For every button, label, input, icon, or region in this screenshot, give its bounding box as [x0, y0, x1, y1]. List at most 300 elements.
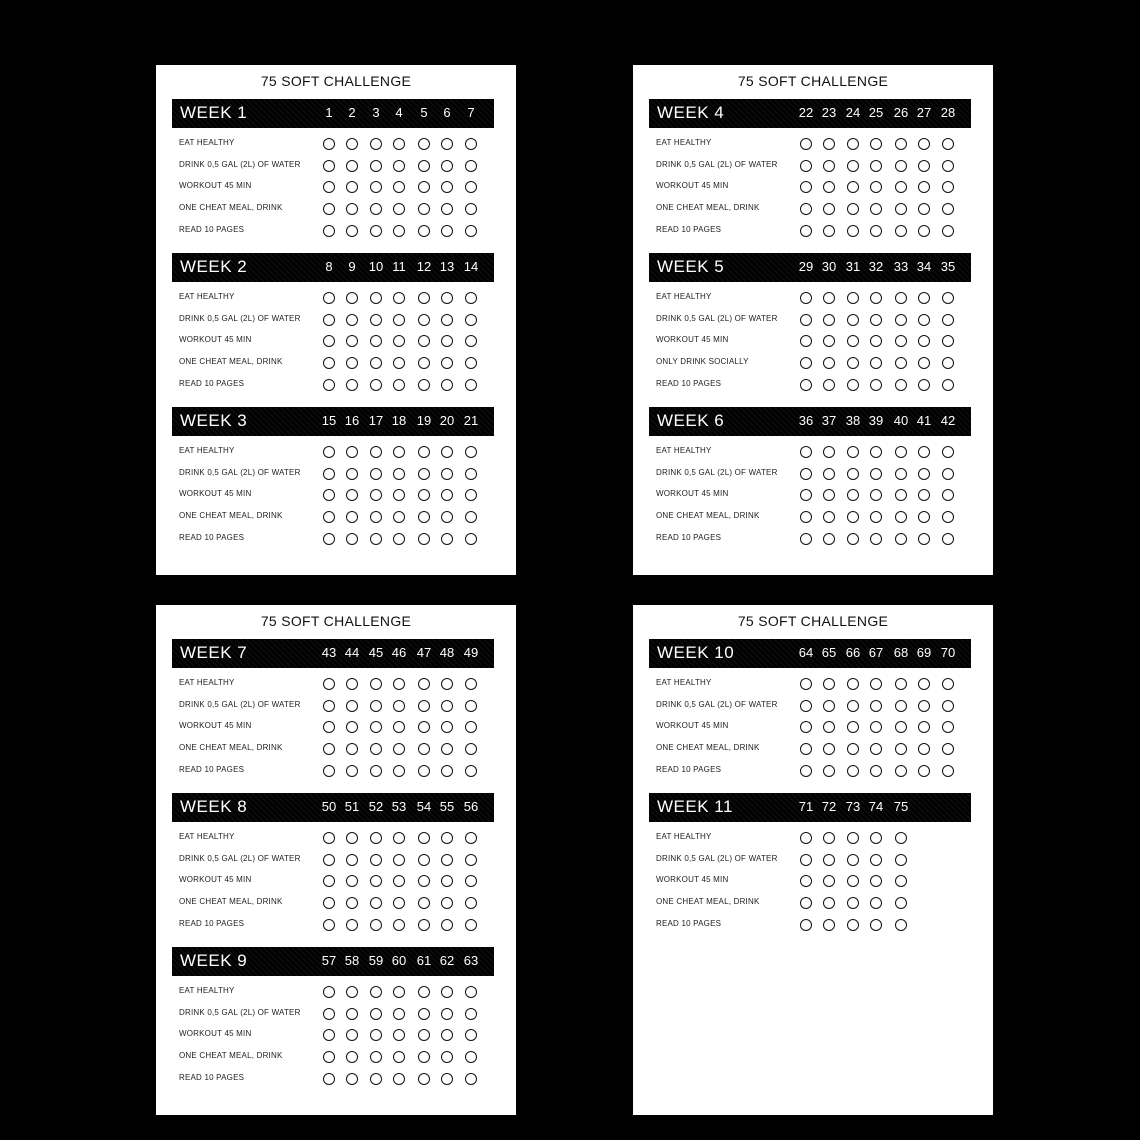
day-checkbox[interactable] — [942, 765, 954, 777]
day-checkbox[interactable] — [895, 854, 907, 866]
day-checkbox[interactable] — [942, 138, 954, 150]
day-checkbox[interactable] — [323, 225, 335, 237]
day-checkbox[interactable] — [370, 875, 382, 887]
day-checkbox[interactable] — [465, 335, 477, 347]
day-checkbox[interactable] — [942, 489, 954, 501]
day-checkbox[interactable] — [800, 832, 812, 844]
day-checkbox[interactable] — [465, 919, 477, 931]
day-checkbox[interactable] — [346, 357, 358, 369]
day-checkbox[interactable] — [800, 721, 812, 733]
day-checkbox[interactable] — [895, 678, 907, 690]
day-checkbox[interactable] — [918, 138, 930, 150]
day-checkbox[interactable] — [847, 181, 859, 193]
day-checkbox[interactable] — [370, 832, 382, 844]
day-checkbox[interactable] — [346, 1029, 358, 1041]
day-checkbox[interactable] — [800, 314, 812, 326]
day-checkbox[interactable] — [895, 446, 907, 458]
day-checkbox[interactable] — [465, 743, 477, 755]
day-checkbox[interactable] — [465, 203, 477, 215]
day-checkbox[interactable] — [418, 489, 430, 501]
day-checkbox[interactable] — [441, 919, 453, 931]
day-checkbox[interactable] — [418, 721, 430, 733]
day-checkbox[interactable] — [942, 533, 954, 545]
day-checkbox[interactable] — [418, 1008, 430, 1020]
day-checkbox[interactable] — [465, 314, 477, 326]
day-checkbox[interactable] — [942, 203, 954, 215]
day-checkbox[interactable] — [800, 700, 812, 712]
day-checkbox[interactable] — [465, 379, 477, 391]
day-checkbox[interactable] — [323, 181, 335, 193]
day-checkbox[interactable] — [323, 897, 335, 909]
day-checkbox[interactable] — [441, 986, 453, 998]
day-checkbox[interactable] — [370, 335, 382, 347]
day-checkbox[interactable] — [418, 700, 430, 712]
day-checkbox[interactable] — [441, 181, 453, 193]
day-checkbox[interactable] — [465, 489, 477, 501]
day-checkbox[interactable] — [323, 335, 335, 347]
day-checkbox[interactable] — [800, 357, 812, 369]
day-checkbox[interactable] — [823, 468, 835, 480]
day-checkbox[interactable] — [847, 875, 859, 887]
day-checkbox[interactable] — [465, 181, 477, 193]
day-checkbox[interactable] — [823, 379, 835, 391]
day-checkbox[interactable] — [346, 511, 358, 523]
day-checkbox[interactable] — [346, 489, 358, 501]
day-checkbox[interactable] — [441, 1073, 453, 1085]
day-checkbox[interactable] — [346, 678, 358, 690]
day-checkbox[interactable] — [800, 743, 812, 755]
day-checkbox[interactable] — [441, 138, 453, 150]
day-checkbox[interactable] — [418, 225, 430, 237]
day-checkbox[interactable] — [370, 357, 382, 369]
day-checkbox[interactable] — [465, 225, 477, 237]
day-checkbox[interactable] — [465, 1008, 477, 1020]
day-checkbox[interactable] — [465, 533, 477, 545]
day-checkbox[interactable] — [847, 919, 859, 931]
day-checkbox[interactable] — [918, 160, 930, 172]
day-checkbox[interactable] — [441, 292, 453, 304]
day-checkbox[interactable] — [847, 468, 859, 480]
day-checkbox[interactable] — [370, 765, 382, 777]
day-checkbox[interactable] — [918, 533, 930, 545]
day-checkbox[interactable] — [895, 225, 907, 237]
day-checkbox[interactable] — [870, 181, 882, 193]
day-checkbox[interactable] — [393, 314, 405, 326]
day-checkbox[interactable] — [847, 203, 859, 215]
day-checkbox[interactable] — [847, 765, 859, 777]
day-checkbox[interactable] — [847, 721, 859, 733]
day-checkbox[interactable] — [800, 379, 812, 391]
day-checkbox[interactable] — [346, 721, 358, 733]
day-checkbox[interactable] — [370, 897, 382, 909]
day-checkbox[interactable] — [942, 511, 954, 523]
day-checkbox[interactable] — [418, 743, 430, 755]
day-checkbox[interactable] — [942, 181, 954, 193]
day-checkbox[interactable] — [918, 203, 930, 215]
day-checkbox[interactable] — [346, 854, 358, 866]
day-checkbox[interactable] — [418, 875, 430, 887]
day-checkbox[interactable] — [895, 379, 907, 391]
day-checkbox[interactable] — [465, 160, 477, 172]
day-checkbox[interactable] — [800, 489, 812, 501]
day-checkbox[interactable] — [346, 335, 358, 347]
day-checkbox[interactable] — [323, 533, 335, 545]
day-checkbox[interactable] — [465, 292, 477, 304]
day-checkbox[interactable] — [942, 160, 954, 172]
day-checkbox[interactable] — [800, 203, 812, 215]
day-checkbox[interactable] — [393, 357, 405, 369]
day-checkbox[interactable] — [418, 1051, 430, 1063]
day-checkbox[interactable] — [800, 468, 812, 480]
day-checkbox[interactable] — [441, 446, 453, 458]
day-checkbox[interactable] — [393, 468, 405, 480]
day-checkbox[interactable] — [346, 832, 358, 844]
day-checkbox[interactable] — [346, 181, 358, 193]
day-checkbox[interactable] — [393, 1008, 405, 1020]
day-checkbox[interactable] — [895, 875, 907, 887]
day-checkbox[interactable] — [441, 379, 453, 391]
day-checkbox[interactable] — [870, 832, 882, 844]
day-checkbox[interactable] — [323, 160, 335, 172]
day-checkbox[interactable] — [418, 203, 430, 215]
day-checkbox[interactable] — [942, 379, 954, 391]
day-checkbox[interactable] — [918, 357, 930, 369]
day-checkbox[interactable] — [370, 181, 382, 193]
day-checkbox[interactable] — [418, 678, 430, 690]
day-checkbox[interactable] — [895, 919, 907, 931]
day-checkbox[interactable] — [346, 875, 358, 887]
day-checkbox[interactable] — [942, 721, 954, 733]
day-checkbox[interactable] — [441, 743, 453, 755]
day-checkbox[interactable] — [918, 446, 930, 458]
day-checkbox[interactable] — [346, 700, 358, 712]
day-checkbox[interactable] — [870, 446, 882, 458]
day-checkbox[interactable] — [942, 225, 954, 237]
day-checkbox[interactable] — [346, 225, 358, 237]
day-checkbox[interactable] — [370, 743, 382, 755]
day-checkbox[interactable] — [847, 314, 859, 326]
day-checkbox[interactable] — [870, 875, 882, 887]
day-checkbox[interactable] — [823, 511, 835, 523]
day-checkbox[interactable] — [441, 468, 453, 480]
day-checkbox[interactable] — [418, 468, 430, 480]
day-checkbox[interactable] — [942, 678, 954, 690]
day-checkbox[interactable] — [918, 743, 930, 755]
day-checkbox[interactable] — [418, 765, 430, 777]
day-checkbox[interactable] — [441, 854, 453, 866]
day-checkbox[interactable] — [346, 446, 358, 458]
day-checkbox[interactable] — [800, 765, 812, 777]
day-checkbox[interactable] — [847, 897, 859, 909]
day-checkbox[interactable] — [800, 446, 812, 458]
day-checkbox[interactable] — [393, 160, 405, 172]
day-checkbox[interactable] — [393, 832, 405, 844]
day-checkbox[interactable] — [323, 468, 335, 480]
day-checkbox[interactable] — [418, 181, 430, 193]
day-checkbox[interactable] — [800, 919, 812, 931]
day-checkbox[interactable] — [942, 335, 954, 347]
day-checkbox[interactable] — [370, 511, 382, 523]
day-checkbox[interactable] — [800, 181, 812, 193]
day-checkbox[interactable] — [323, 1008, 335, 1020]
day-checkbox[interactable] — [823, 875, 835, 887]
day-checkbox[interactable] — [942, 292, 954, 304]
day-checkbox[interactable] — [323, 700, 335, 712]
day-checkbox[interactable] — [465, 986, 477, 998]
day-checkbox[interactable] — [370, 160, 382, 172]
day-checkbox[interactable] — [847, 854, 859, 866]
day-checkbox[interactable] — [465, 468, 477, 480]
day-checkbox[interactable] — [441, 1029, 453, 1041]
day-checkbox[interactable] — [823, 446, 835, 458]
day-checkbox[interactable] — [847, 832, 859, 844]
day-checkbox[interactable] — [465, 721, 477, 733]
day-checkbox[interactable] — [800, 225, 812, 237]
day-checkbox[interactable] — [418, 292, 430, 304]
day-checkbox[interactable] — [323, 489, 335, 501]
day-checkbox[interactable] — [847, 743, 859, 755]
day-checkbox[interactable] — [800, 854, 812, 866]
day-checkbox[interactable] — [465, 1073, 477, 1085]
day-checkbox[interactable] — [823, 489, 835, 501]
day-checkbox[interactable] — [418, 446, 430, 458]
day-checkbox[interactable] — [393, 897, 405, 909]
day-checkbox[interactable] — [393, 700, 405, 712]
day-checkbox[interactable] — [870, 160, 882, 172]
day-checkbox[interactable] — [441, 1008, 453, 1020]
day-checkbox[interactable] — [870, 721, 882, 733]
day-checkbox[interactable] — [895, 160, 907, 172]
day-checkbox[interactable] — [800, 292, 812, 304]
day-checkbox[interactable] — [847, 357, 859, 369]
day-checkbox[interactable] — [441, 533, 453, 545]
day-checkbox[interactable] — [942, 743, 954, 755]
day-checkbox[interactable] — [847, 292, 859, 304]
day-checkbox[interactable] — [870, 203, 882, 215]
day-checkbox[interactable] — [393, 511, 405, 523]
day-checkbox[interactable] — [895, 765, 907, 777]
day-checkbox[interactable] — [847, 225, 859, 237]
day-checkbox[interactable] — [918, 489, 930, 501]
day-checkbox[interactable] — [870, 292, 882, 304]
day-checkbox[interactable] — [441, 357, 453, 369]
day-checkbox[interactable] — [393, 854, 405, 866]
day-checkbox[interactable] — [870, 511, 882, 523]
day-checkbox[interactable] — [418, 897, 430, 909]
day-checkbox[interactable] — [870, 700, 882, 712]
day-checkbox[interactable] — [393, 765, 405, 777]
day-checkbox[interactable] — [323, 854, 335, 866]
day-checkbox[interactable] — [346, 897, 358, 909]
day-checkbox[interactable] — [346, 986, 358, 998]
day-checkbox[interactable] — [346, 1073, 358, 1085]
day-checkbox[interactable] — [370, 292, 382, 304]
day-checkbox[interactable] — [393, 181, 405, 193]
day-checkbox[interactable] — [895, 832, 907, 844]
day-checkbox[interactable] — [346, 160, 358, 172]
day-checkbox[interactable] — [323, 446, 335, 458]
day-checkbox[interactable] — [346, 743, 358, 755]
day-checkbox[interactable] — [870, 678, 882, 690]
day-checkbox[interactable] — [346, 138, 358, 150]
day-checkbox[interactable] — [393, 678, 405, 690]
day-checkbox[interactable] — [418, 1029, 430, 1041]
day-checkbox[interactable] — [918, 511, 930, 523]
day-checkbox[interactable] — [465, 138, 477, 150]
day-checkbox[interactable] — [346, 765, 358, 777]
day-checkbox[interactable] — [870, 897, 882, 909]
day-checkbox[interactable] — [870, 489, 882, 501]
day-checkbox[interactable] — [465, 1051, 477, 1063]
day-checkbox[interactable] — [465, 875, 477, 887]
day-checkbox[interactable] — [942, 446, 954, 458]
day-checkbox[interactable] — [323, 1051, 335, 1063]
day-checkbox[interactable] — [823, 138, 835, 150]
day-checkbox[interactable] — [465, 357, 477, 369]
day-checkbox[interactable] — [323, 379, 335, 391]
day-checkbox[interactable] — [441, 203, 453, 215]
day-checkbox[interactable] — [918, 765, 930, 777]
day-checkbox[interactable] — [323, 138, 335, 150]
day-checkbox[interactable] — [918, 314, 930, 326]
day-checkbox[interactable] — [918, 181, 930, 193]
day-checkbox[interactable] — [895, 533, 907, 545]
day-checkbox[interactable] — [418, 832, 430, 844]
day-checkbox[interactable] — [895, 335, 907, 347]
day-checkbox[interactable] — [346, 314, 358, 326]
day-checkbox[interactable] — [918, 700, 930, 712]
day-checkbox[interactable] — [918, 468, 930, 480]
day-checkbox[interactable] — [800, 678, 812, 690]
day-checkbox[interactable] — [895, 292, 907, 304]
day-checkbox[interactable] — [370, 533, 382, 545]
day-checkbox[interactable] — [393, 292, 405, 304]
day-checkbox[interactable] — [847, 511, 859, 523]
day-checkbox[interactable] — [800, 511, 812, 523]
day-checkbox[interactable] — [823, 225, 835, 237]
day-checkbox[interactable] — [847, 489, 859, 501]
day-checkbox[interactable] — [847, 335, 859, 347]
day-checkbox[interactable] — [823, 314, 835, 326]
day-checkbox[interactable] — [323, 203, 335, 215]
day-checkbox[interactable] — [870, 468, 882, 480]
day-checkbox[interactable] — [823, 292, 835, 304]
day-checkbox[interactable] — [393, 1073, 405, 1085]
day-checkbox[interactable] — [870, 357, 882, 369]
day-checkbox[interactable] — [823, 678, 835, 690]
day-checkbox[interactable] — [370, 1029, 382, 1041]
day-checkbox[interactable] — [823, 700, 835, 712]
day-checkbox[interactable] — [370, 314, 382, 326]
day-checkbox[interactable] — [441, 225, 453, 237]
day-checkbox[interactable] — [346, 203, 358, 215]
day-checkbox[interactable] — [870, 743, 882, 755]
day-checkbox[interactable] — [418, 511, 430, 523]
day-checkbox[interactable] — [370, 1051, 382, 1063]
day-checkbox[interactable] — [370, 1073, 382, 1085]
day-checkbox[interactable] — [418, 138, 430, 150]
day-checkbox[interactable] — [323, 357, 335, 369]
day-checkbox[interactable] — [465, 678, 477, 690]
day-checkbox[interactable] — [323, 743, 335, 755]
day-checkbox[interactable] — [895, 357, 907, 369]
day-checkbox[interactable] — [465, 511, 477, 523]
day-checkbox[interactable] — [418, 335, 430, 347]
day-checkbox[interactable] — [323, 986, 335, 998]
day-checkbox[interactable] — [393, 1051, 405, 1063]
day-checkbox[interactable] — [870, 225, 882, 237]
day-checkbox[interactable] — [895, 721, 907, 733]
day-checkbox[interactable] — [465, 446, 477, 458]
day-checkbox[interactable] — [823, 357, 835, 369]
day-checkbox[interactable] — [823, 335, 835, 347]
day-checkbox[interactable] — [942, 468, 954, 480]
day-checkbox[interactable] — [895, 138, 907, 150]
day-checkbox[interactable] — [465, 765, 477, 777]
day-checkbox[interactable] — [323, 721, 335, 733]
day-checkbox[interactable] — [393, 446, 405, 458]
day-checkbox[interactable] — [370, 203, 382, 215]
day-checkbox[interactable] — [370, 468, 382, 480]
day-checkbox[interactable] — [918, 225, 930, 237]
day-checkbox[interactable] — [393, 138, 405, 150]
day-checkbox[interactable] — [823, 765, 835, 777]
day-checkbox[interactable] — [370, 1008, 382, 1020]
day-checkbox[interactable] — [847, 678, 859, 690]
day-checkbox[interactable] — [918, 721, 930, 733]
day-checkbox[interactable] — [870, 765, 882, 777]
day-checkbox[interactable] — [323, 875, 335, 887]
day-checkbox[interactable] — [323, 511, 335, 523]
day-checkbox[interactable] — [465, 854, 477, 866]
day-checkbox[interactable] — [800, 875, 812, 887]
day-checkbox[interactable] — [942, 357, 954, 369]
day-checkbox[interactable] — [418, 854, 430, 866]
day-checkbox[interactable] — [465, 1029, 477, 1041]
day-checkbox[interactable] — [393, 335, 405, 347]
day-checkbox[interactable] — [346, 1008, 358, 1020]
day-checkbox[interactable] — [441, 897, 453, 909]
day-checkbox[interactable] — [393, 533, 405, 545]
day-checkbox[interactable] — [465, 700, 477, 712]
day-checkbox[interactable] — [323, 1073, 335, 1085]
day-checkbox[interactable] — [441, 765, 453, 777]
day-checkbox[interactable] — [823, 919, 835, 931]
day-checkbox[interactable] — [800, 160, 812, 172]
day-checkbox[interactable] — [942, 314, 954, 326]
day-checkbox[interactable] — [918, 678, 930, 690]
day-checkbox[interactable] — [870, 919, 882, 931]
day-checkbox[interactable] — [870, 533, 882, 545]
day-checkbox[interactable] — [441, 678, 453, 690]
day-checkbox[interactable] — [323, 292, 335, 304]
day-checkbox[interactable] — [800, 138, 812, 150]
day-checkbox[interactable] — [370, 678, 382, 690]
day-checkbox[interactable] — [441, 832, 453, 844]
day-checkbox[interactable] — [895, 203, 907, 215]
day-checkbox[interactable] — [847, 446, 859, 458]
day-checkbox[interactable] — [823, 854, 835, 866]
day-checkbox[interactable] — [370, 854, 382, 866]
day-checkbox[interactable] — [918, 335, 930, 347]
day-checkbox[interactable] — [418, 160, 430, 172]
day-checkbox[interactable] — [823, 832, 835, 844]
day-checkbox[interactable] — [346, 379, 358, 391]
day-checkbox[interactable] — [418, 1073, 430, 1085]
day-checkbox[interactable] — [823, 203, 835, 215]
day-checkbox[interactable] — [942, 700, 954, 712]
day-checkbox[interactable] — [323, 678, 335, 690]
